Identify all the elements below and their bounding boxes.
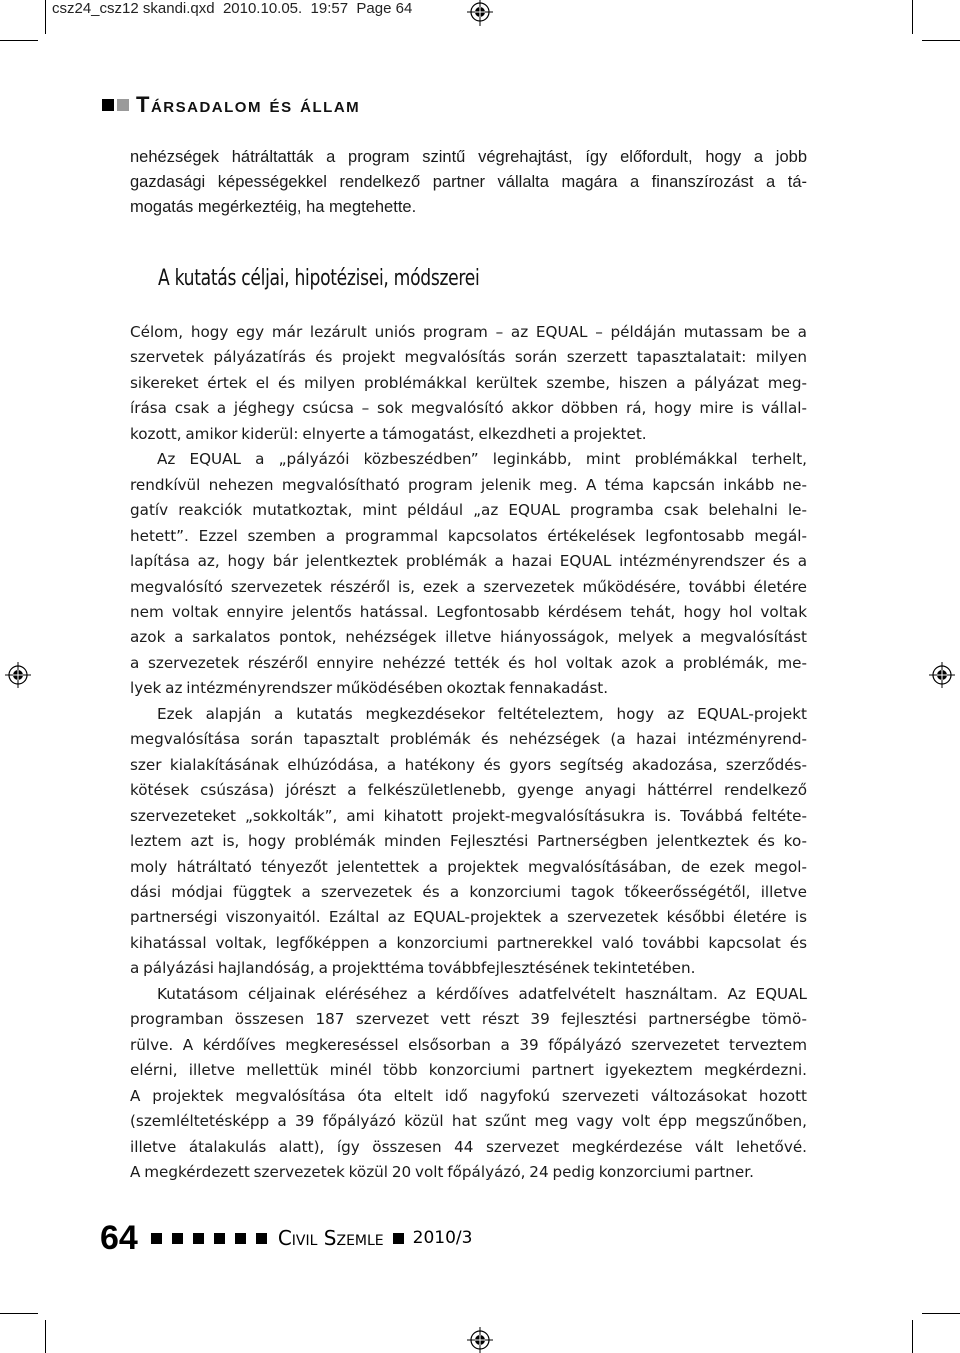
text-line: a szervezetek részéről ennyire nehézzé tették és hol voltak azok a problémák, me- (130, 653, 807, 672)
registration-mark-icon (4, 661, 32, 689)
square-bullet-icon (393, 1233, 404, 1244)
slug-page: Page 64 (356, 0, 413, 17)
registration-mark-icon (466, 0, 494, 28)
crop-mark (922, 40, 960, 41)
text-line: nem voltak ennyire jelentős hatással. Legfontosabb kérdésem tehát, hogy hol voltak (130, 602, 807, 621)
text-line: szer kialakításának elhúzódása, a hatékony és gyors segítség akadozása, szerződés- (130, 755, 807, 774)
text-line: a pályázási hajlandóság, a projekttéma továbbfejlesztésének tekintetében. (130, 959, 696, 978)
text-line: szervezeteket „sokkolták”, ami kihatott projekt-megvalósításukra is. Továbbá feltéte- (130, 806, 807, 825)
slug-date: 2010.10.05. (222, 0, 303, 17)
crop-mark (922, 1313, 960, 1314)
text-line: rendkívül nehezen megvalósítható program jelenik meg. A téma kapcsán inkább ne- (130, 475, 807, 494)
text-line: lyek az intézményrendszer működésében okoztak fennakadást. (130, 679, 609, 698)
slug-file: csz24_csz12 skandi.qxd (52, 0, 215, 17)
square-bullet-icon (214, 1233, 225, 1244)
page-footer (100, 1220, 472, 1256)
text-line: moly hátráltató tényezőt jelentettek a projektek megvalósításában, de ezek megol- (130, 857, 807, 876)
text-line: sikereket értek el és milyen problémákkal kerültek szembe, hiszen a pályázat meg- (130, 373, 807, 392)
issue-number: 2010/3 (412, 1228, 473, 1248)
text-line: megvalósító szervezetek részéről is, ezek a szervezetek működésére, további életére (130, 577, 807, 596)
page-number: 64 (100, 1218, 138, 1257)
crop-mark (45, 1320, 46, 1353)
text-line: partnerségi viszonyaitól. Ezáltal az EQUAL-projektek a szervezetek későbbi életére is (130, 908, 807, 927)
square-bullet-icon (256, 1233, 267, 1244)
square-bullet-icon (235, 1233, 246, 1244)
registration-mark-icon (466, 1326, 494, 1353)
text-line: azok a sarkalatos pontok, nehézségek illetve hiányosságok, melyek a megvalósítást (130, 628, 807, 647)
text-line: kötések csúszása) jórészt a felkészületlenebb, gyenge anyagi háttérrel rendelkező (130, 781, 807, 800)
text-line: leztem azt is, hogy problémák minden Fejlesztési Partnerségben jelentkeztek és ko- (130, 832, 807, 851)
square-bullet-icon (172, 1233, 183, 1244)
text-line: illetve átalakulás alatt), így összesen 44 szervezet megkérdezése vált lehetővé. (130, 1137, 807, 1156)
text-line: lapítása az, hogy bár jelentkeztek problémák a hazai EQUAL intézményrendszer és a (130, 552, 807, 571)
text-line: megvalósítása során tapasztalt problémák és nehézségek (a hazai intézményrend- (130, 730, 807, 749)
text-line: A projektek megvalósítása óta eltelt idő nagyfokú szervezeti változásokat hozott (130, 1086, 807, 1105)
text-line: hetett”. Ezzel szemben a programmal kapcsolatos értékelések legfontosabb megál- (130, 526, 807, 545)
square-bullet-icon (102, 99, 114, 111)
crop-mark (912, 1320, 913, 1353)
text-line: Az EQUAL a „pályázói közbeszédben” leginkább, mint problémákkal terhelt, (157, 450, 807, 469)
crop-mark (45, 0, 46, 34)
subheading: A kutatás céljai, hipotézisei, módszerei (158, 266, 480, 291)
square-bullet-icon (151, 1233, 162, 1244)
square-bullet-icon (117, 99, 129, 111)
running-header (102, 94, 360, 116)
text-line: rülve. A kérdőíves megkereséssel elsősorban a 39 főpályázó szervezetet terveztem (130, 1035, 807, 1054)
text-line: elérni, illetve mellettük minél több konzorciumi partnert igyekeztem megkérdezni. (130, 1061, 807, 1080)
text-line: szervetek pályázatírás és projekt megvalósítás során szerzett tapasztalatait: milyen (130, 348, 807, 367)
text-line: írása csak a jéghegy csúcsa – sok megvalósító akkor döbben rá, hogy mire is vállal- (130, 399, 807, 418)
section-title: Társadalom és állam (136, 92, 361, 117)
crop-mark (0, 40, 38, 41)
crop-mark (912, 0, 913, 34)
slug-time: 19:57 (310, 0, 349, 17)
text-line: kozott, amikor kiderül: elnyerte a támogatást, elkezdheti a projektet. (130, 424, 647, 443)
print-slug (52, 0, 412, 17)
text-line: dási módjai függtek a szervezetek és a konzorciumi tagok tőkeerősségétől, illetve (130, 882, 807, 901)
text-line: gatív reakciók mutatkoztak, mint például „az EQUAL programba csak belehalni le- (130, 501, 807, 520)
text-line: mogatás megérkeztéig, ha megtehette. (130, 198, 417, 216)
text-line: Célom, hogy egy már lezárult uniós program – az EQUAL – példáján mutassam be a (130, 323, 807, 341)
square-bullet-icon (193, 1233, 204, 1244)
text-line: A megkérdezett szervezetek közül 20 volt főpályázó, 24 pedig konzorciumi partner. (130, 1162, 754, 1181)
text-line: Ezek alapján a kutatás megkezdésekor feltételeztem, hogy az EQUAL-projekt (157, 704, 807, 723)
text-line: programban összesen 187 szervezet vett részt 39 fejlesztési partnerségbe tömö- (130, 1010, 807, 1029)
body-text (130, 320, 807, 1185)
text-line: Kutatásom céljainak eléréséhez a kérdőíves adatfelvételt használtam. Az EQUAL (157, 984, 807, 1003)
text-line: nehézségek hátráltatták a program szintű végrehajtást, így előfordult, hogy a jobb (130, 148, 807, 166)
text-line: gazdasági képességekkel rendelkező partner vállalta magára a finanszírozást a tá- (130, 173, 807, 191)
intro-paragraph (130, 145, 807, 220)
text-line: kihatással voltak, legfőképpen a konzorciumi partnerekkel való további kapcsolat és (130, 933, 807, 952)
crop-mark (0, 1313, 38, 1314)
journal-name: Civil Szemle (277, 1226, 384, 1250)
text-line: (szemléltetésképp a 39 főpályázó közül hat szűnt meg vagy volt épp megszűnőben, (130, 1112, 807, 1131)
registration-mark-icon (928, 661, 956, 689)
